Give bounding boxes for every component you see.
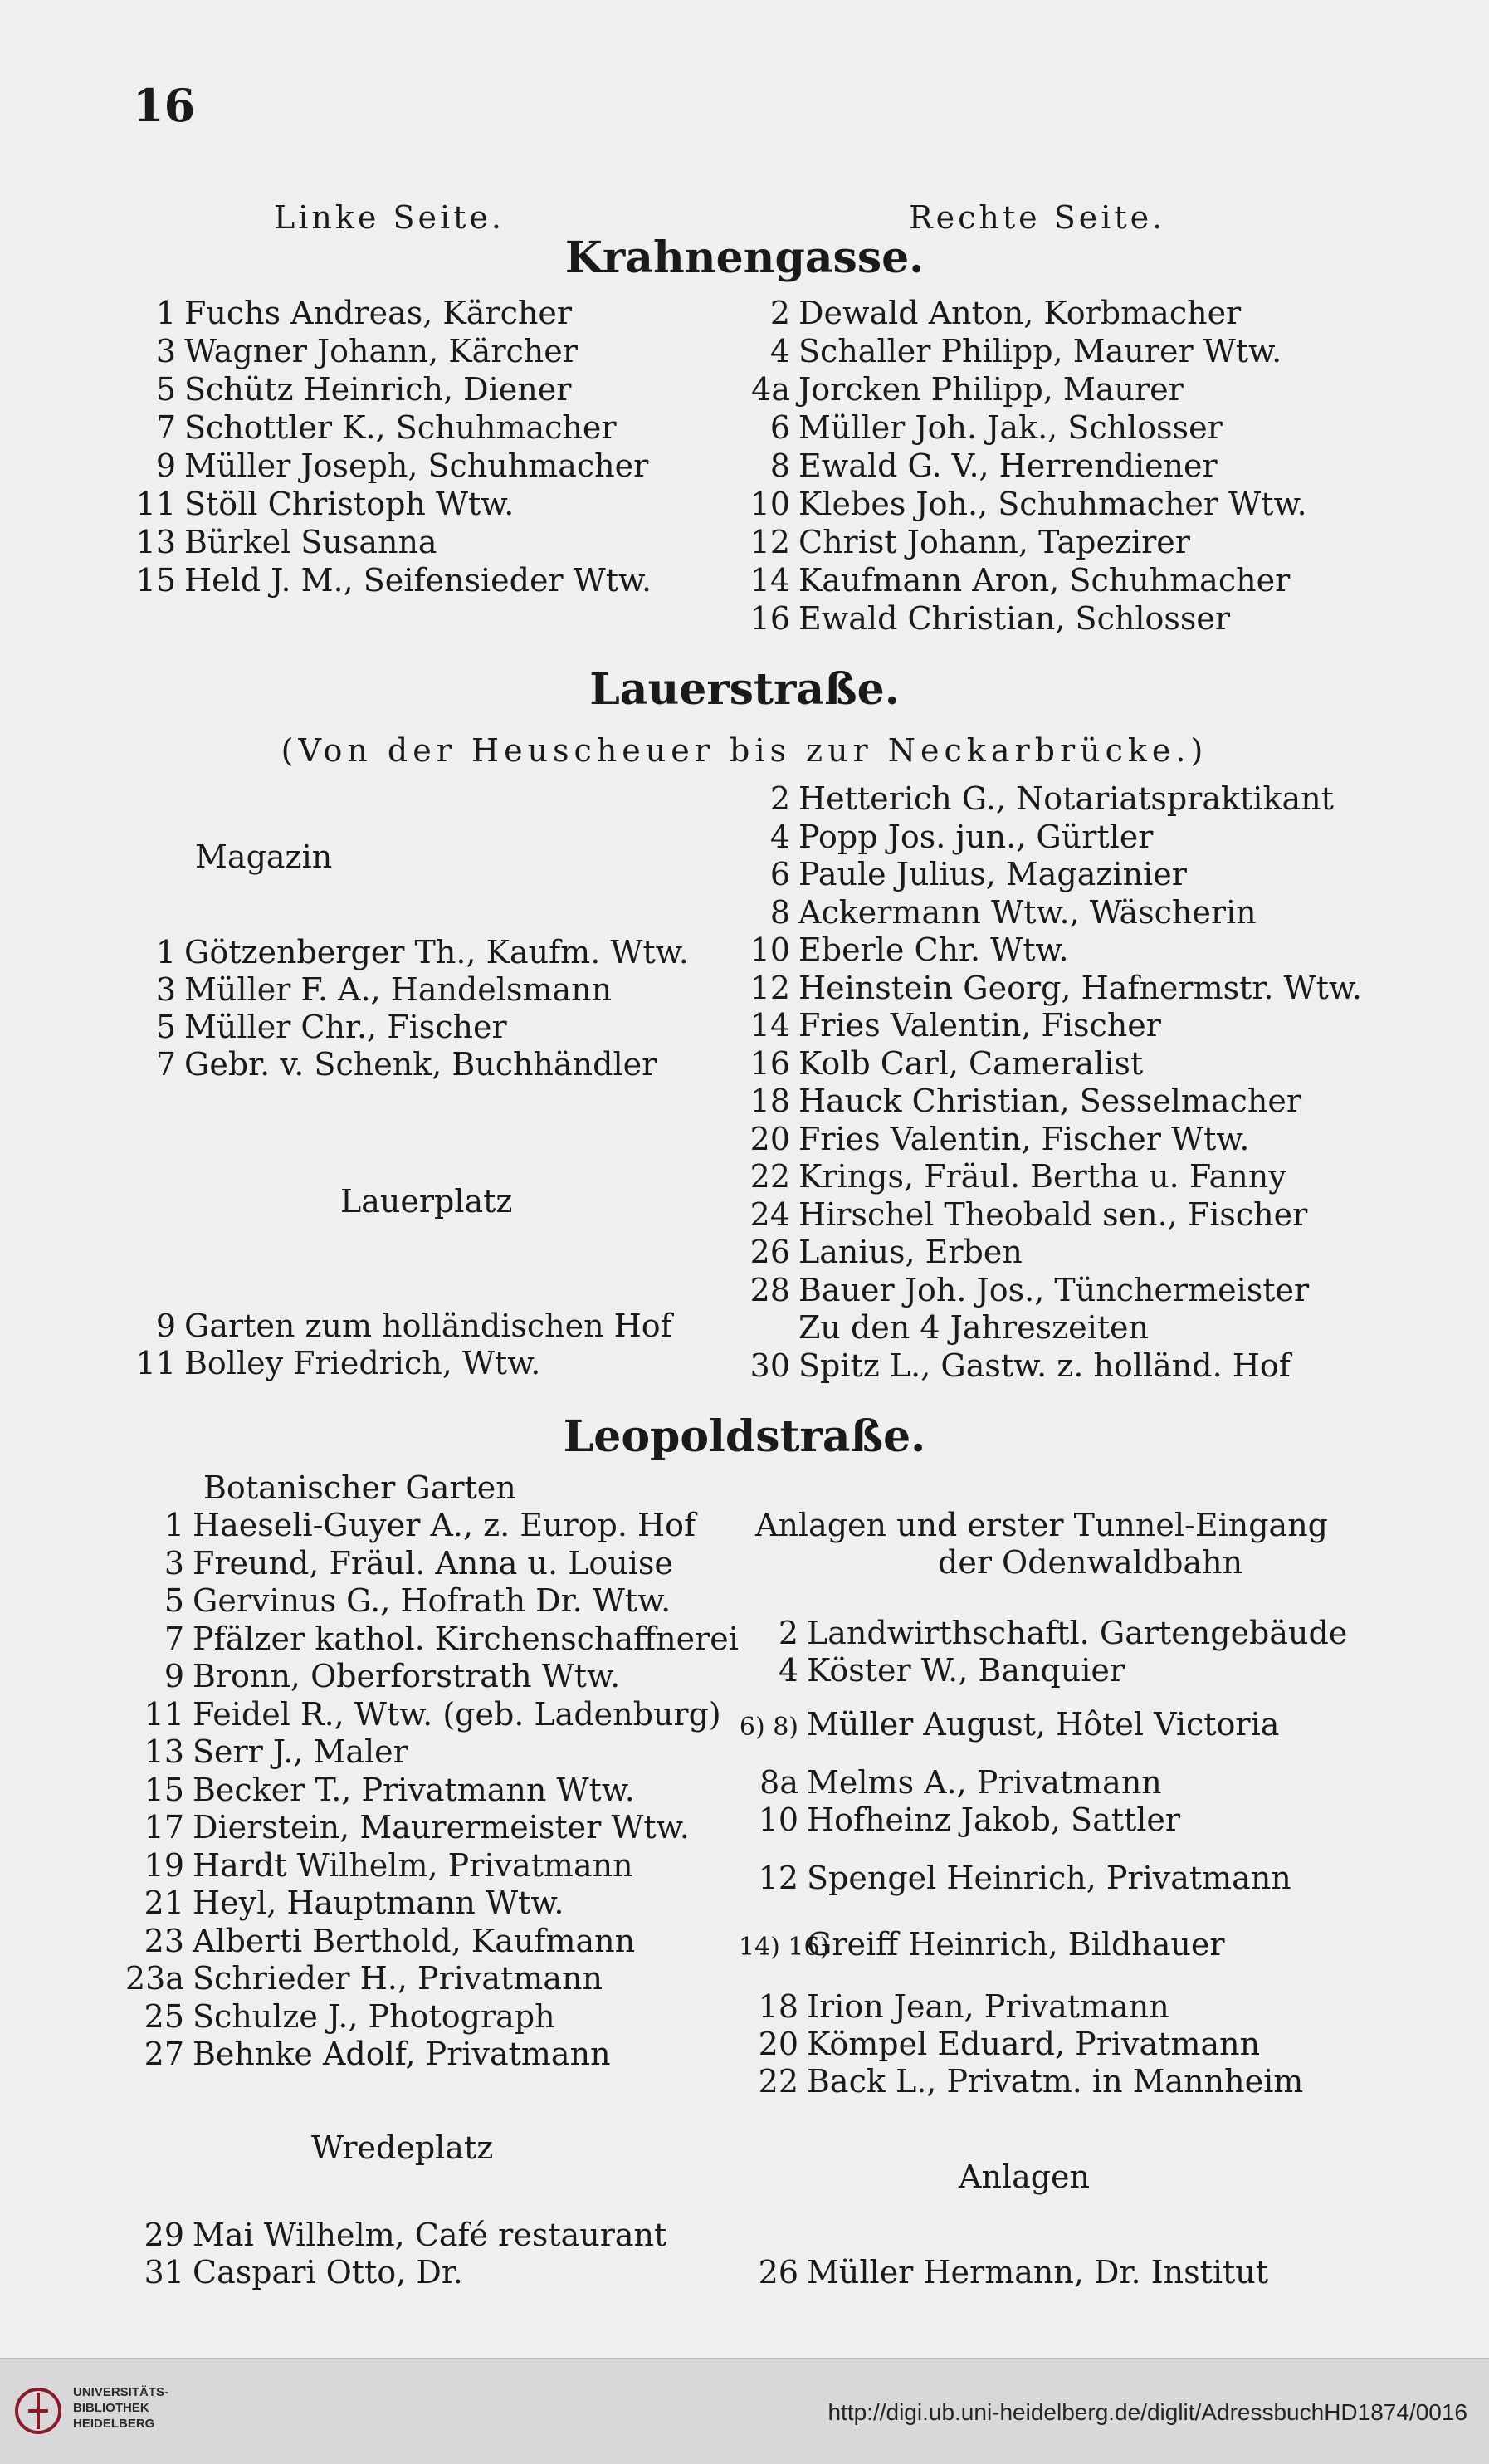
- house-number: 19: [144, 1846, 184, 1884]
- address-entry: [124, 486, 514, 522]
- address-entry: [739, 970, 1362, 1006]
- address-entry: [124, 1582, 671, 1619]
- house-number: 9: [164, 1658, 184, 1694]
- address-entry: [739, 780, 1334, 817]
- address-entry: [739, 819, 1153, 855]
- address-entry: [739, 856, 1187, 892]
- resident-name: Held J. M., Seifensieder Wtw.: [184, 562, 652, 599]
- house-number: 10: [758, 1802, 798, 1838]
- address-entry: [739, 295, 1241, 331]
- address-entry: [739, 1007, 1161, 1044]
- resident-name: Müller Chr., Fischer: [184, 1009, 507, 1045]
- resident-name: Heinstein Georg, Hafnermstr. Wtw.: [798, 969, 1362, 1006]
- address-entry: [124, 1923, 635, 1959]
- house-number: 1: [155, 295, 176, 331]
- address-entry: [124, 1847, 633, 1884]
- resident-name: Irion Jean, Privatmann: [807, 1988, 1169, 2025]
- house-number: 3: [155, 971, 176, 1008]
- house-number: 17: [144, 1809, 184, 1846]
- house-number: 8a: [759, 1764, 798, 1801]
- resident-name: Heyl, Hauptmann Wtw.: [193, 1885, 564, 1921]
- house-number: 14: [749, 1007, 790, 1044]
- resident-name: Fuchs Andreas, Kärcher: [184, 295, 573, 331]
- left-side-header: Linke Seite.: [274, 199, 505, 236]
- resident-name: Kömpel Eduard, Privatmann: [807, 2026, 1261, 2062]
- resident-name: Alberti Berthold, Kaufmann: [193, 1922, 636, 1959]
- resident-name: Kolb Carl, Cameralist: [798, 1044, 1144, 1082]
- resident-name: Caspari Otto, Dr.: [193, 2254, 463, 2290]
- address-entry: [124, 1998, 555, 2035]
- house-number: 10: [749, 931, 790, 968]
- resident-name: Feidel R., Wtw. (geb. Ladenburg): [193, 1695, 721, 1733]
- street-heading-krahnengasse: Krahnengasse.: [564, 232, 925, 283]
- resident-name: Bolley Friedrich, Wtw.: [184, 1345, 541, 1381]
- label-wredeplatz: Wredeplatz: [311, 2129, 494, 2166]
- resident-name: Haeseli-Guyer A., z. Europ. Hof: [193, 1507, 696, 1543]
- house-number: 7: [155, 1046, 176, 1083]
- label-odenwaldbahn: der Odenwaldbahn: [938, 1544, 1243, 1581]
- house-number: 9: [155, 1308, 176, 1344]
- resident-name: Spitz L., Gastw. z. holländ. Hof: [798, 1347, 1291, 1384]
- resident-name: Gervinus G., Hofrath Dr. Wtw.: [193, 1582, 671, 1619]
- address-entry: [124, 2254, 463, 2290]
- resident-name: Schaller Philipp, Maurer Wtw.: [798, 333, 1282, 369]
- address-entry: [124, 934, 689, 970]
- resident-name: Christ Johann, Tapezirer: [798, 524, 1190, 560]
- house-number: 16: [749, 600, 790, 637]
- logo-line: BIBLIOTHEK: [73, 2401, 149, 2415]
- address-entry: [124, 2036, 611, 2072]
- street-heading-lauerstrasse: Lauerstraße.: [589, 664, 900, 715]
- address-entry: [739, 2063, 1303, 2100]
- house-number: 25: [144, 1997, 184, 2035]
- resident-name: Schottler K., Schuhmacher: [184, 409, 617, 446]
- house-number: 3: [155, 333, 176, 369]
- library-logo-text: [73, 2384, 168, 2432]
- house-number: 8: [769, 893, 790, 931]
- address-entry: [739, 562, 1290, 599]
- resident-name: Kaufmann Aron, Schuhmacher: [798, 562, 1291, 599]
- address-entry: [124, 409, 617, 446]
- logo-line: UNIVERSITÄTS-: [73, 2385, 169, 2399]
- address-entry: [124, 1696, 721, 1733]
- house-number: 16: [749, 1044, 790, 1082]
- address-entry: [124, 1885, 564, 1921]
- resident-name: Schütz Heinrich, Diener: [184, 371, 572, 408]
- address-entry: [739, 1234, 1023, 1270]
- street-subtitle-lauerstrasse: (Von der Heuscheuer bis zur Neckarbrücke.): [281, 732, 1208, 769]
- university-seal-icon: [13, 2378, 63, 2444]
- address-entry: [739, 2026, 1260, 2062]
- address-entry: [124, 1545, 673, 1582]
- right-side-header: Rechte Seite.: [909, 199, 1166, 236]
- resident-name: Fries Valentin, Fischer: [798, 1007, 1161, 1044]
- address-entry: [739, 1083, 1301, 1119]
- house-number: 26: [758, 2254, 798, 2290]
- address-entry: [739, 1158, 1286, 1195]
- house-number: 23: [144, 1922, 184, 1959]
- resident-name: Eberle Chr. Wtw.: [798, 931, 1069, 968]
- house-number: 20: [749, 1120, 790, 1157]
- house-number: 4a: [751, 371, 790, 408]
- source-url[interactable]: http://digi.ub.uni-heidelberg.de/diglit/AdressbuchHD1874/0016: [827, 2399, 1467, 2425]
- address-entry: [739, 600, 1230, 637]
- address-entry: [739, 1272, 1309, 1308]
- address-entry: [124, 1809, 690, 1846]
- address-entry: [739, 524, 1190, 560]
- house-number: 22: [749, 1158, 790, 1195]
- house-number: 31: [144, 2254, 184, 2290]
- address-entry: [124, 295, 572, 331]
- house-number: 7: [164, 1620, 184, 1657]
- house-number: 1: [164, 1507, 184, 1543]
- resident-name: Dewald Anton, Korbmacher: [798, 295, 1242, 331]
- house-number: 6: [769, 856, 790, 892]
- resident-name: Lanius, Erben: [798, 1234, 1023, 1270]
- house-number: 7: [155, 409, 176, 446]
- address-entry: [124, 1308, 672, 1344]
- address-entry: [739, 931, 1069, 968]
- address-entry: [739, 409, 1223, 446]
- address-entry: [739, 1988, 1169, 2025]
- house-number: 11: [144, 1695, 184, 1733]
- resident-name: Müller August, Hôtel Victoria: [807, 1706, 1280, 1743]
- resident-name: Stöll Christoph Wtw.: [184, 486, 515, 522]
- resident-name: Ackermann Wtw., Wäscherin: [798, 893, 1257, 931]
- resident-name: Dierstein, Maurermeister Wtw.: [193, 1809, 690, 1846]
- house-number: 18: [758, 1988, 798, 2025]
- resident-name: Hirschel Theobald sen., Fischer: [798, 1195, 1308, 1233]
- resident-name: Serr J., Maler: [193, 1733, 408, 1770]
- resident-name: Schulze J., Photograph: [193, 1997, 555, 2035]
- house-number: 30: [749, 1347, 790, 1384]
- resident-name: Wagner Johann, Kärcher: [184, 333, 578, 369]
- resident-name: Bauer Joh. Jos., Tünchermeister: [798, 1271, 1310, 1308]
- resident-name: Back L., Privatm. in Mannheim: [807, 2063, 1304, 2100]
- house-number: 2: [778, 1615, 798, 1651]
- resident-name: Müller Joh. Jak., Schlosser: [798, 409, 1223, 446]
- house-number: 6) 8): [739, 1713, 798, 1742]
- resident-name: Fries Valentin, Fischer Wtw.: [798, 1120, 1250, 1157]
- house-number: 9: [155, 447, 176, 484]
- house-number: 14) 16): [739, 1933, 830, 1962]
- house-number: 5: [164, 1582, 184, 1619]
- resident-name: Zu den 4 Jahreszeiten: [798, 1309, 1149, 1346]
- house-number: 15: [144, 1771, 184, 1808]
- resident-name: Köster W., Banquier: [807, 1652, 1125, 1689]
- address-entry: [739, 1196, 1307, 1233]
- address-entry: [124, 371, 571, 408]
- resident-name: Klebes Joh., Schuhmacher Wtw.: [798, 486, 1307, 522]
- resident-name: Hofheinz Jakob, Sattler: [807, 1802, 1181, 1838]
- resident-name: Hetterich G., Notariatspraktikant: [798, 780, 1334, 817]
- address-entry: [739, 1615, 1347, 1651]
- house-number: 4: [769, 333, 790, 369]
- house-number: 2: [769, 780, 790, 817]
- house-number: 18: [749, 1083, 790, 1119]
- logo-line: HEIDELBERG: [73, 2417, 155, 2431]
- house-number: 20: [758, 2026, 798, 2062]
- address-entry: [739, 1860, 1291, 1896]
- resident-name: Becker T., Privatmann Wtw.: [193, 1771, 635, 1808]
- house-number: 5: [155, 371, 176, 408]
- address-entry: [739, 894, 1257, 931]
- address-entry: [124, 1009, 507, 1045]
- address-entry: [124, 1960, 603, 1997]
- house-number: 14: [749, 562, 790, 599]
- house-number: 5: [155, 1009, 176, 1045]
- resident-name: Jorcken Philipp, Maurer: [798, 371, 1184, 408]
- house-number: 8: [769, 447, 790, 484]
- label-magazin: Magazin: [195, 838, 333, 875]
- label-anlagen-tunnel: Anlagen und erster Tunnel-Eingang: [755, 1507, 1328, 1543]
- resident-name: Gebr. v. Schenk, Buchhändler: [184, 1046, 657, 1083]
- resident-name: Schrieder H., Privatmann: [193, 1960, 603, 1997]
- house-number: 21: [144, 1885, 184, 1921]
- resident-name: Greiff Heinrich, Bildhauer: [807, 1926, 1225, 1963]
- resident-name: Mai Wilhelm, Café restaurant: [193, 2217, 667, 2253]
- house-number: 13: [144, 1733, 184, 1770]
- address-entry: [124, 447, 648, 484]
- address-entry: [739, 371, 1184, 408]
- house-number: 10: [749, 486, 790, 522]
- resident-name: Melms A., Privatmann: [807, 1764, 1162, 1801]
- address-entry: [124, 1046, 657, 1083]
- resident-name: Hauck Christian, Sesselmacher: [798, 1083, 1301, 1119]
- address-entry: [739, 1802, 1180, 1838]
- resident-name: Bronn, Oberforstrath Wtw.: [193, 1658, 621, 1694]
- resident-name: Pfälzer kathol. Kirchenschaffnerei: [193, 1620, 739, 1657]
- street-heading-leopoldstrasse: Leopoldstraße.: [563, 1411, 926, 1462]
- address-entry: [739, 1121, 1249, 1157]
- resident-name: Ewald Christian, Schlosser: [798, 600, 1231, 637]
- house-number: 29: [144, 2217, 184, 2253]
- viewer-footer: [0, 2358, 1489, 2464]
- house-number: 22: [758, 2063, 798, 2100]
- page-number: 16: [133, 79, 196, 132]
- house-number: 12: [749, 969, 790, 1006]
- house-number: 26: [749, 1234, 790, 1270]
- address-entry: [124, 524, 437, 560]
- house-number: 13: [135, 524, 176, 560]
- address-entry: [124, 333, 578, 369]
- resident-name: Ewald G. V., Herrendiener: [798, 447, 1218, 484]
- house-number: 11: [135, 486, 176, 522]
- address-entry: [124, 562, 652, 599]
- resident-name: Freund, Fräul. Anna u. Louise: [193, 1544, 673, 1582]
- house-number: 1: [155, 934, 176, 970]
- resident-name: Popp Jos. jun., Gürtler: [798, 818, 1154, 855]
- house-number: 2: [769, 295, 790, 331]
- label-botanischer-garten: Botanischer Garten: [203, 1469, 516, 1506]
- address-entry: [124, 1658, 620, 1694]
- house-number: 6: [769, 409, 790, 446]
- resident-name: Behnke Adolf, Privatmann: [193, 2036, 611, 2072]
- address-entry: [739, 1309, 1149, 1346]
- resident-name: Götzenberger Th., Kaufm. Wtw.: [184, 934, 689, 970]
- address-entry: [739, 1764, 1162, 1801]
- resident-name: Hardt Wilhelm, Privatmann: [193, 1846, 633, 1884]
- house-number: 11: [135, 1345, 176, 1381]
- resident-name: Müller F. A., Handelsmann: [184, 971, 613, 1008]
- resident-name: Bürkel Susanna: [184, 524, 437, 560]
- address-entry: [739, 1706, 1279, 1746]
- resident-name: Müller Joseph, Schuhmacher: [184, 447, 649, 484]
- house-number: 24: [749, 1195, 790, 1233]
- address-entry: [739, 1045, 1143, 1082]
- address-entry: [124, 1621, 739, 1657]
- resident-name: Müller Hermann, Dr. Institut: [807, 2254, 1269, 2290]
- address-entry: [739, 1347, 1291, 1384]
- house-number: 4: [769, 818, 790, 855]
- resident-name: Spengel Heinrich, Privatmann: [807, 1860, 1291, 1896]
- label-anlagen: Anlagen: [959, 2158, 1091, 2195]
- house-number: 12: [758, 1860, 798, 1896]
- address-entry: [739, 486, 1307, 522]
- house-number: 28: [749, 1271, 790, 1308]
- address-entry: [124, 2217, 666, 2253]
- label-lauerplatz: Lauerplatz: [340, 1183, 513, 1220]
- address-entry: [124, 971, 612, 1008]
- resident-name: Garten zum holländischen Hof: [184, 1308, 672, 1344]
- address-entry: [124, 1345, 540, 1381]
- resident-name: Paule Julius, Magazinier: [798, 856, 1187, 892]
- address-entry: [739, 2254, 1268, 2290]
- house-number: 12: [749, 524, 790, 560]
- address-entry: [739, 1652, 1125, 1689]
- house-number: 27: [144, 2036, 184, 2072]
- address-entry: [124, 1507, 696, 1543]
- house-number: 15: [135, 562, 176, 599]
- resident-name: Landwirthschaftl. Gartengebäude: [807, 1615, 1348, 1651]
- resident-name: Krings, Fräul. Bertha u. Fanny: [798, 1158, 1286, 1195]
- address-entry: [124, 1772, 635, 1808]
- house-number: 4: [778, 1652, 798, 1689]
- address-entry: [739, 333, 1282, 369]
- house-number: 23a: [124, 1960, 184, 1997]
- address-entry: [739, 1926, 1225, 1966]
- address-entry: [124, 1733, 408, 1770]
- house-number: 3: [164, 1544, 184, 1582]
- address-entry: [739, 447, 1218, 484]
